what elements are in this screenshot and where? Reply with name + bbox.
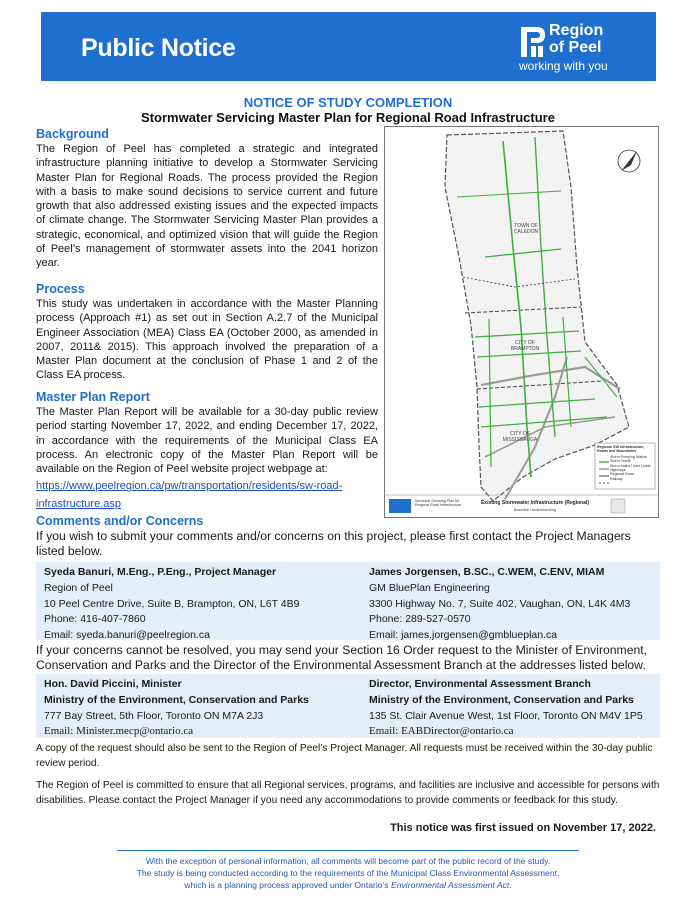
logo-name: [549, 22, 603, 56]
consultant-phone: Phone: 289-527-0570: [369, 613, 471, 626]
manager-org: Region of Peel: [44, 581, 113, 594]
map-label-brampton: CITY OF BRAMPTON: [510, 340, 540, 352]
footer-act-name: Environmental Assessment Act: [391, 880, 510, 890]
footer-disclaimer: [0, 855, 696, 891]
director-contact: [369, 677, 643, 740]
map-legend: [597, 445, 653, 481]
report-section: [36, 390, 378, 512]
logo-line-1: Region: [549, 22, 604, 39]
footer-divider: [117, 850, 579, 851]
consultant-email[interactable]: Email: james.jorgensen@gmblueplan.ca: [369, 629, 558, 642]
background-text: The Region of Peel has completed a strategic and integrated infrastructure planning initiative to develop a Stormwater Servicing Master Plan for Regional Roads. The process provided the Region with a basis to make sound decisions to service current and future growth that also addressed existing issues and the expected impacts of climate change. The Stormwater Servicing Master Plan provides a strategic, economical, and optimized vision that will guide the Region of Peel’s management of stormwater assets into the 2041 horizon year.: [36, 143, 378, 270]
map-legend-item: Storm Outfall: [610, 459, 631, 464]
notice-heading: NOTICE OF STUDY COMPLETION: [243, 95, 453, 110]
minister-name: Hon. David Piccini, Minister: [44, 678, 182, 690]
minister-contact: [44, 677, 309, 740]
process-section: [36, 282, 378, 383]
map-legend-title: Regional SW Infrastructure, Roads and Boundaries: [597, 445, 645, 454]
process-text: This study was undertaken in accordance with the Master Planning process (Approach #1) as set out in Section A.2.7 of the Municipal Engineer Association (MEA) Class EA (October 2000, as amended in 2007, 2011& 2015). This approach involved the preparation of a Master Plan document at the conclusion of Phase 1 and 2 of the Class EA process.: [36, 298, 378, 382]
map-legend-item: Storm Mains / Inlet Leads: [610, 463, 651, 468]
issued-date: This notice was first issued on November 17, 2022.: [390, 822, 656, 834]
map-footer-title: Existing Stormwater Infrastructure (Regional): [480, 500, 590, 506]
background-section: [36, 127, 378, 271]
consultant-address: 3300 Highway No. 7, Suite 402, Vaughan, ON, L4K 4M3: [369, 597, 631, 610]
background-heading: Background: [36, 127, 109, 141]
minister-address: 777 Bay Street, 5th Floor, Toronto ON M7A 2J3: [44, 709, 264, 722]
escalation-intro: If your concerns cannot be resolved, you may send your Section 16 Order request to the Minister of Environment, Conservation and Parks and the Director of the Environmental Assessment Branch at the addresses listed below.: [36, 643, 648, 672]
accessibility-note: The Region of Peel is committed to ensure that all Regional services, programs, and facilities are inclusive and accessible for persons with disabilities. Please contact the Project Manager if you need any accommodations to provide comments or feedback for this study.: [36, 780, 660, 806]
director-name: Director, Environmental Assessment Branch: [369, 678, 591, 690]
comments-section: [36, 514, 660, 559]
footer-line-3: [0, 879, 696, 891]
study-area-map: [384, 126, 659, 518]
footer-line-3-prefix: which is a planning process approved under Ontario’s: [184, 880, 391, 890]
notice-subheading: Stormwater Servicing Master Plan for Regional Road Infrastructure: [141, 110, 555, 125]
footer-line-1: With the exception of personal information, all comments will become part of the public record of the study.: [145, 856, 551, 866]
manager-phone: Phone: 416-407-7860: [44, 613, 146, 626]
logo-line-2: of Peel: [549, 39, 602, 56]
report-text: The Master Plan Report will be available for a 30-day public review period starting November 17, 2022, and ending December 17, 2022, in accordance with the requirements of the Municipal Class EA process. An electronic copy of the Master Plan Report will be available on the Region of Peel website project webpage at:: [36, 406, 378, 476]
manager-email[interactable]: Email: syeda.banuri@peelregion.ca: [44, 629, 210, 642]
process-heading: Process: [36, 282, 85, 296]
consultant-contact: [369, 565, 630, 644]
map-legend-item: Regional Road: [610, 472, 634, 477]
director-address: 135 St. Clair Avenue West, 1st Floor, Toronto ON M4V 1P5: [369, 709, 643, 722]
consultant-org: GM BluePlan Engineering: [369, 581, 490, 594]
map-legend-item: Highways: [610, 468, 626, 473]
map-label-mississauga: CITY OF MISSISSAUGA: [502, 431, 538, 443]
comments-intro: If you wish to submit your comments and/or concerns on this project, please first contact the Project Managers listed below.: [36, 529, 631, 558]
map-label-caledon: TOWN OF CALEDON: [513, 223, 539, 235]
report-heading: Master Plan Report: [36, 390, 150, 404]
map-legend-item: Storm Pumping Station: [610, 454, 647, 459]
footer-line-3-suffix: .: [509, 880, 512, 890]
map-footer-left: Municipal Servicing Plan for Regional Road Infrastructure: [415, 499, 461, 508]
report-webpage-link[interactable]: https://www.peelregion.ca/pw/transportation/residents/sw-road-infrastructure.asp: [36, 480, 343, 511]
region-of-peel-logo: [519, 21, 649, 75]
footer-line-2: The study is being conducted according to the requirements of the Municipal Class Environmental Assessment,: [136, 868, 560, 878]
logo-tagline: working with you: [519, 59, 608, 73]
banner-title: Public Notice: [81, 34, 236, 62]
escalation-section: [36, 643, 660, 673]
manager-contact: [44, 565, 299, 644]
project-managers-box: [36, 562, 660, 640]
minister-email[interactable]: Email: Minister.mecp@ontario.ca: [44, 725, 194, 738]
header-banner: [41, 12, 656, 81]
ministry-contacts-box: [36, 674, 660, 738]
director-email[interactable]: Email: EABDirector@ontario.ca: [369, 725, 514, 738]
consultant-name: James Jorgensen, B.SC., C.WEM, C.ENV, MIAM: [369, 566, 605, 578]
manager-name: Syeda Banuri, M.Eng., P.Eng., Project Manager: [44, 566, 277, 578]
closing-section: [36, 741, 660, 808]
comments-heading: Comments and/or Concerns: [36, 514, 204, 528]
map-legend-item: Railway: [610, 476, 623, 481]
map-footer-subtitle: Baseline Understanding: [513, 507, 557, 512]
minister-org: Ministry of the Environment, Conservation and Parks: [44, 693, 309, 706]
manager-address: 10 Peel Centre Drive, Suite B, Brampton, ON, L6T 4B9: [44, 597, 300, 610]
director-org: Ministry of the Environment, Conservation and Parks: [369, 693, 634, 706]
region-of-peel-logo-icon: [519, 25, 547, 59]
copy-note: A copy of the request should also be sent to the Region of Peel’s Project Manager. All requests must be received within the 30-day public review period.: [36, 743, 653, 769]
